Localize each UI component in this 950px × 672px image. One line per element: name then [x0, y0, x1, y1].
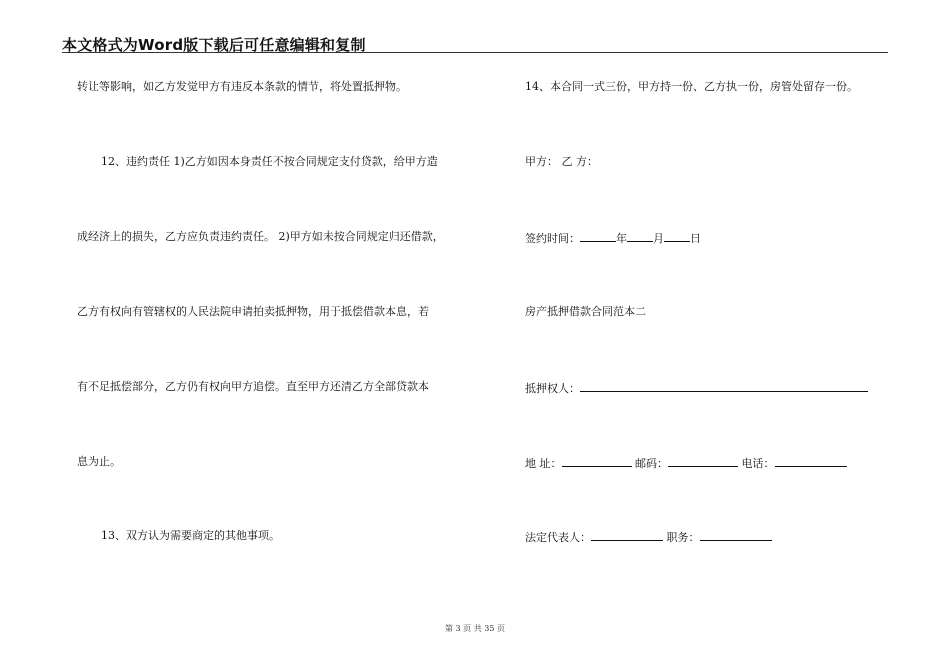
legal-rep-label: 法定代表人：: [525, 531, 591, 544]
position-label: 职务：: [666, 531, 700, 544]
mortgagee-line: [525, 380, 868, 396]
left-line-3: 成经济上的损失，乙方应负责违约责任。 2)甲方如未按合同规定归还借款，: [77, 230, 444, 243]
right-line-1: 14、本合同一式三份，甲方持一份、乙方执一份，房管处留存一份。: [525, 80, 858, 93]
sign-date-label: 签约时间：: [525, 232, 580, 245]
postcode-blank: [668, 455, 738, 467]
parties-line: 甲方： 乙 方：: [525, 155, 598, 168]
left-line-4: 乙方有权向有管辖权的人民法院申请拍卖抵押物，用于抵偿借款本息，若: [77, 305, 429, 318]
day-blank: [664, 230, 690, 242]
header-divider: [62, 52, 888, 53]
left-line-6: 息为止。: [77, 455, 121, 468]
month-label: 月: [653, 232, 664, 245]
mortgagee-blank: [580, 380, 868, 392]
phone-blank: [775, 455, 847, 467]
left-line-7: 13、双方认为需要商定的其他事项。: [101, 529, 280, 542]
page-number-footer: 第 3 页 共 35 页: [445, 624, 505, 633]
year-label: 年: [616, 232, 627, 245]
contract-template-heading: 房产抵押借款合同范本二: [525, 305, 646, 318]
sign-date-line: [525, 230, 701, 246]
legal-rep-blank: [591, 529, 663, 541]
postcode-label: 邮码：: [635, 457, 668, 470]
left-line-2: 12、违约责任 1)乙方如因本身责任不按合同规定支付贷款，给甲方造: [101, 155, 438, 168]
legal-rep-line: [525, 529, 772, 545]
mortgagee-label: 抵押权人：: [525, 382, 580, 395]
address-blank: [562, 455, 632, 467]
address-line: [525, 455, 847, 471]
day-label: 日: [690, 232, 701, 245]
position-blank: [700, 529, 772, 541]
phone-label: 电话：: [741, 457, 775, 470]
address-label: 地 址：: [525, 457, 562, 470]
document-header-title: 本文格式为Word版下载后可任意编辑和复制: [62, 36, 366, 54]
year-blank: [580, 230, 616, 242]
left-line-1: 转让等影响，如乙方发觉甲方有违反本条款的情节，将处置抵押物。: [77, 80, 407, 93]
left-line-5: 有不足抵偿部分，乙方仍有权向甲方追偿。直至甲方还清乙方全部贷款本: [77, 380, 429, 393]
month-blank: [627, 230, 653, 242]
